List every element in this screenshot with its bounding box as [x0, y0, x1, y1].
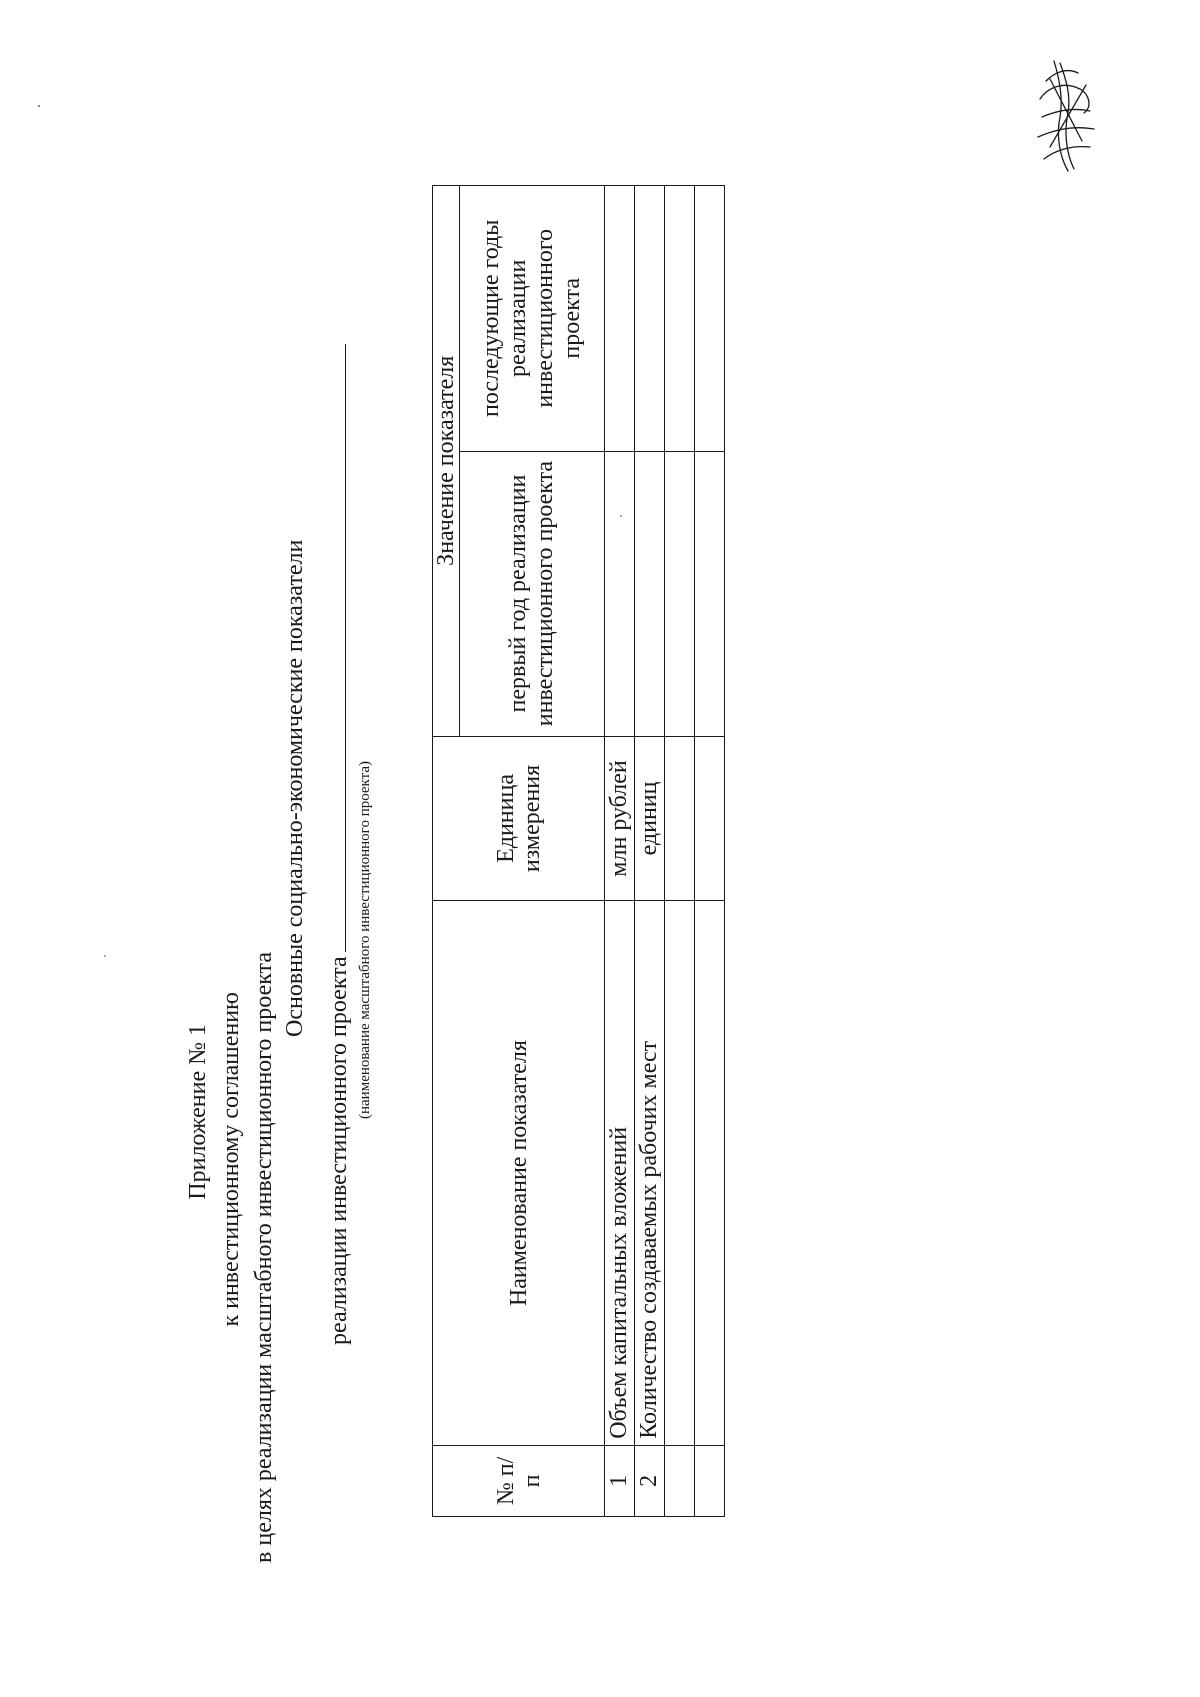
header-unit: Единица измерения [433, 736, 605, 901]
row-num: 2 [635, 1445, 665, 1516]
table-row [665, 186, 695, 1517]
appendix-number: Приложение № 1 [185, 1024, 211, 1200]
row-unit: единиц [635, 736, 665, 901]
row-unit: млн рублей [605, 736, 635, 901]
header-name: Наименование показателя [433, 901, 605, 1445]
row-name: Объем капитальных вложений [605, 901, 635, 1445]
table-header-row [433, 186, 460, 1517]
row-next-years [635, 186, 665, 452]
row-next-years [605, 186, 635, 452]
row-first-year [635, 451, 665, 736]
row-next-years [665, 186, 695, 452]
row-first-year [695, 451, 725, 736]
header-first-year: первый год реализации инвестиционного проекта [460, 451, 605, 736]
row-next-years [695, 186, 725, 452]
table-row [635, 186, 665, 1517]
table-row [695, 186, 725, 1517]
row-num: 1 [605, 1445, 635, 1516]
header-next-years: последующие годы реализации инвестиционного проекта [460, 186, 605, 452]
header-num: № п/п [433, 1445, 605, 1516]
row-name: Количество создаваемых рабочих мест [635, 901, 665, 1445]
handwritten-signature-icon [1030, 55, 1100, 177]
indicators-table [432, 185, 725, 1517]
row-first-year [665, 451, 695, 736]
project-name-caption: (наименование масштабного инвестиционного проекта) [357, 760, 373, 1119]
row-name [665, 901, 695, 1445]
document-title: Основные социально-экономические показатели [282, 539, 308, 1037]
scan-speck [620, 515, 622, 517]
row-unit [695, 736, 725, 901]
project-name-label: реализации инвестиционного проекта [326, 956, 352, 1345]
project-name-blank [325, 344, 346, 952]
table-row [605, 186, 635, 1517]
row-first-year [605, 451, 635, 736]
header-value-group: Значение показателя [433, 186, 460, 737]
row-name [695, 901, 725, 1445]
scan-speck [38, 105, 40, 107]
row-num [665, 1445, 695, 1516]
appendix-agreement: к инвестиционному соглашению [218, 992, 244, 1327]
row-unit [665, 736, 695, 901]
project-name-line [325, 344, 353, 1345]
scan-speck [104, 955, 106, 957]
row-num [695, 1445, 725, 1516]
appendix-purpose: в целях реализации масштабного инвестиционного проекта [251, 952, 277, 1563]
